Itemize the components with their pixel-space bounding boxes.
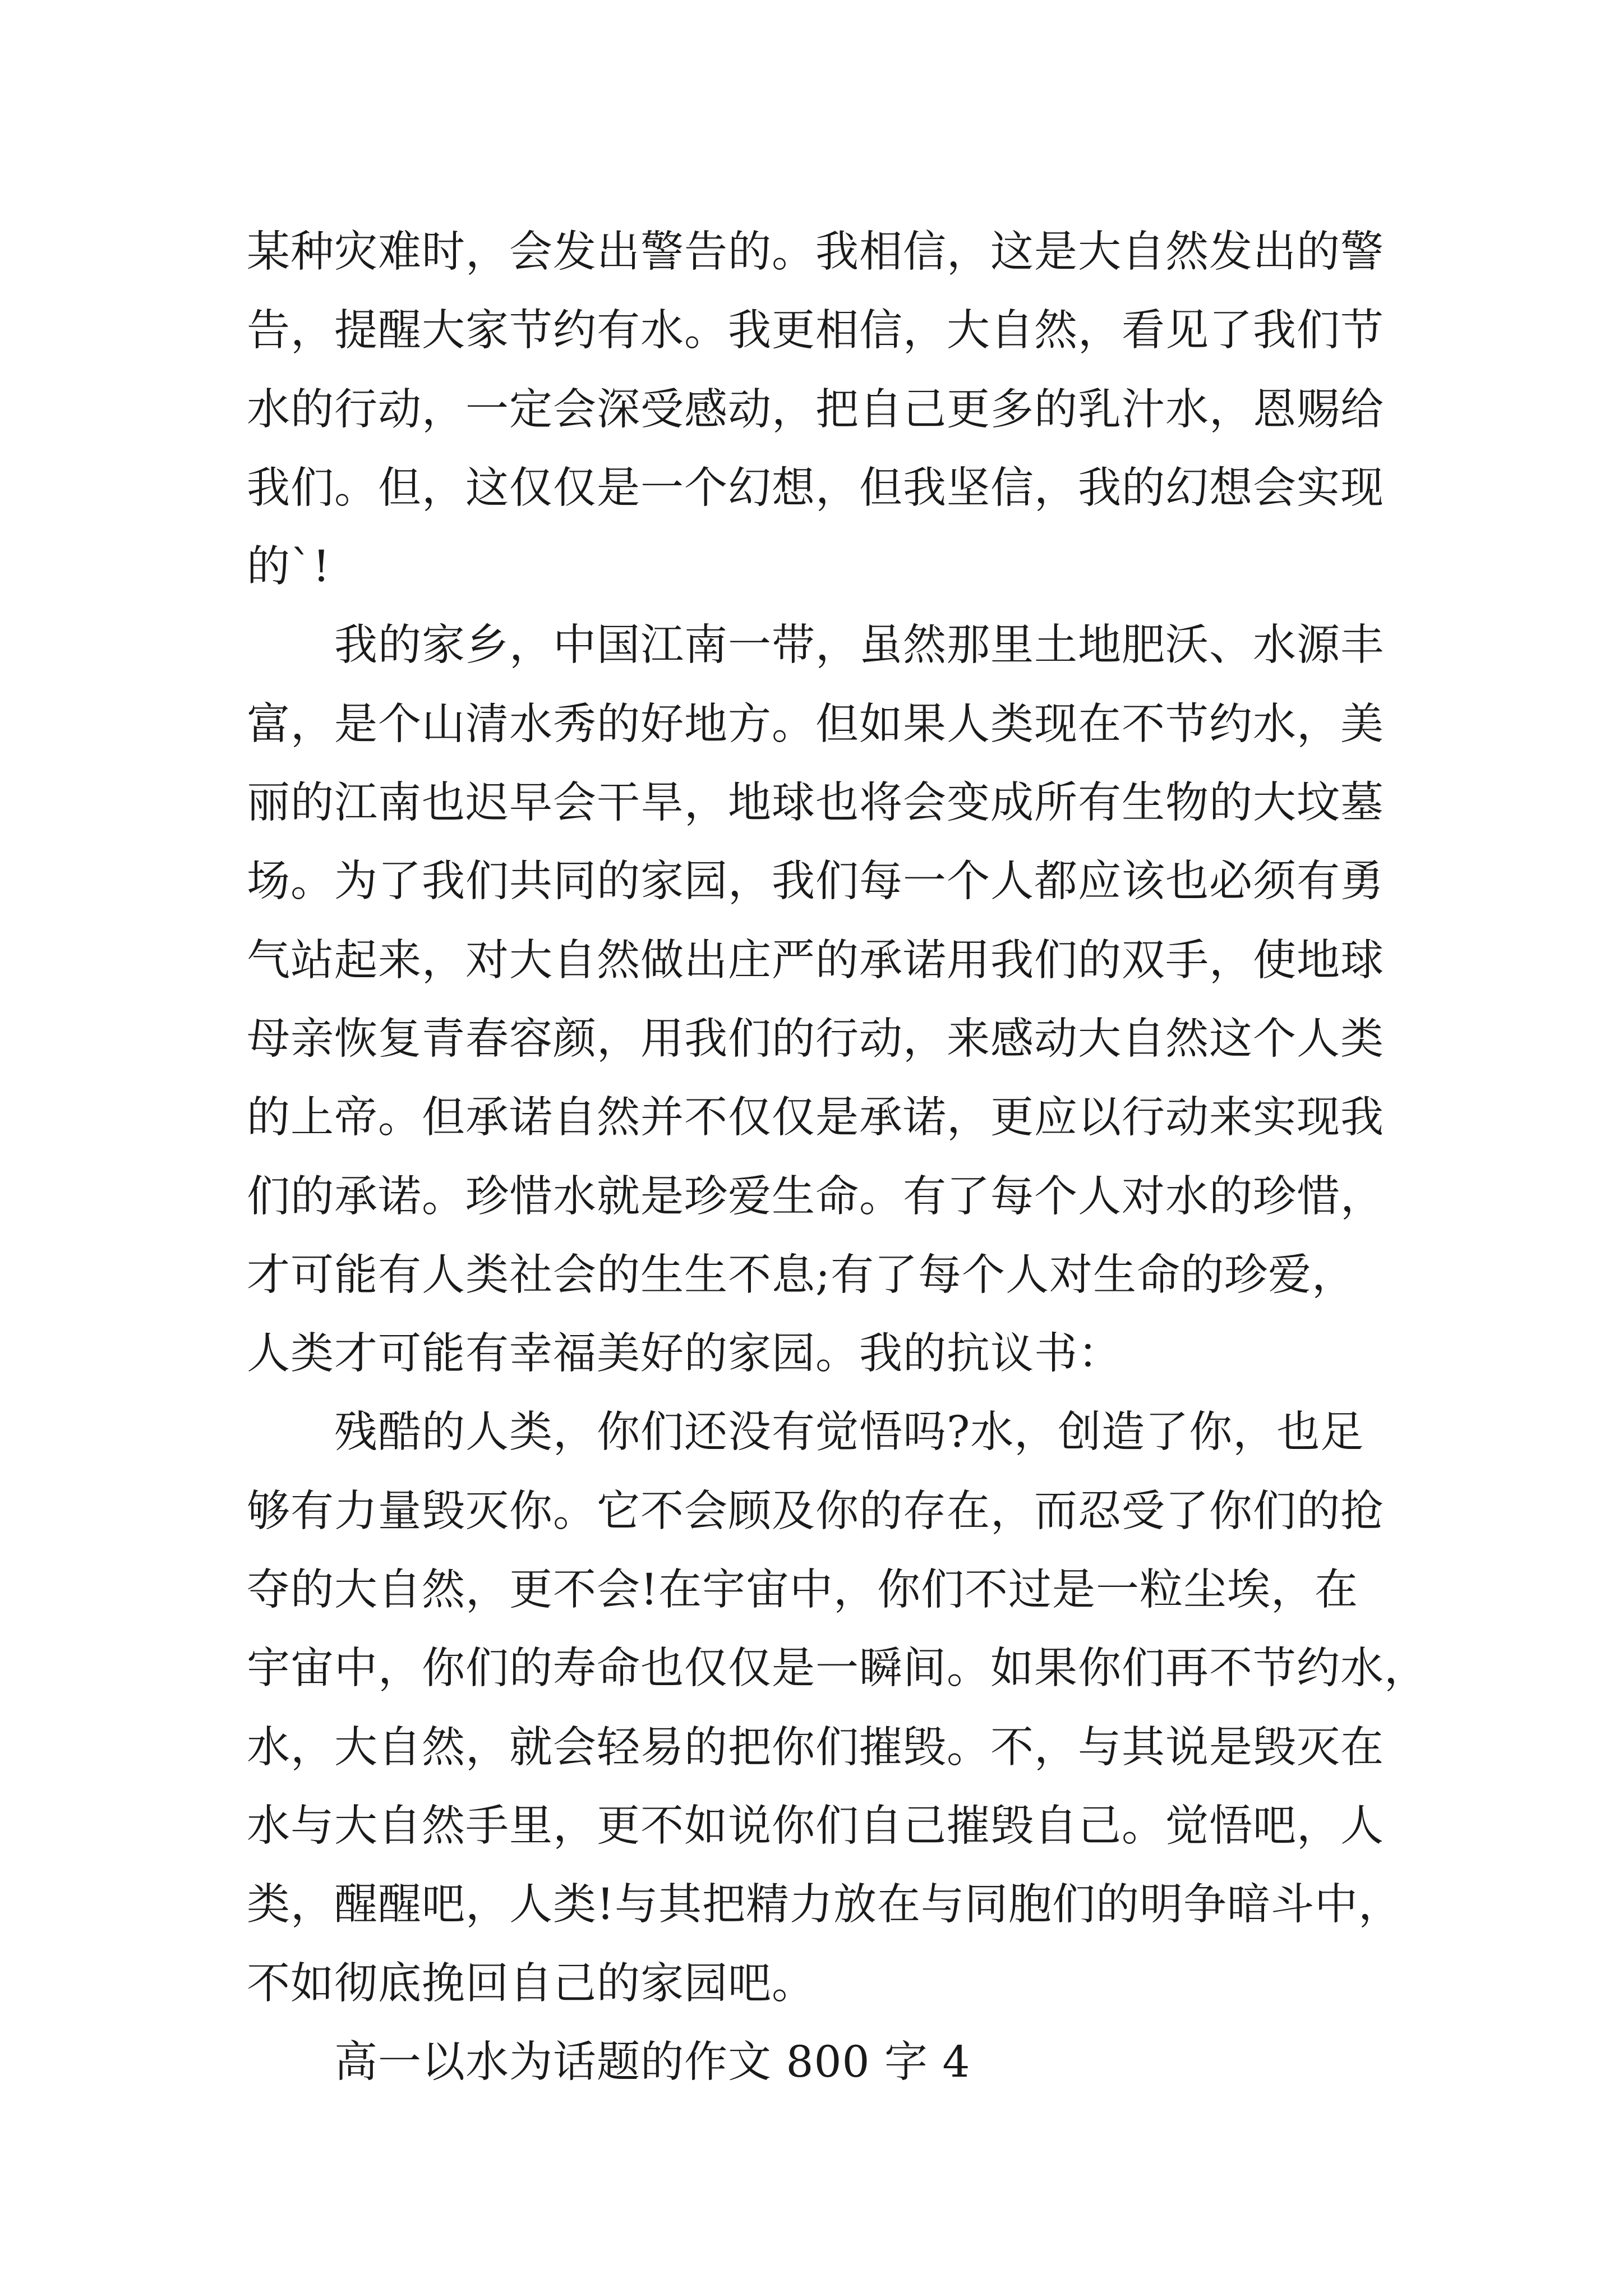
text-line: 水与大自然手里，更不如说你们自己摧毁自己。觉悟吧，人 — [247, 1801, 1384, 1851]
text-line: 水的行动，一定会深受感动，把自己更多的乳汁水，恩赐给 — [247, 384, 1384, 435]
text-line: 才可能有人类社会的生生不息;有了每个人对生命的珍爱， — [247, 1250, 1355, 1300]
text-line: 我的家乡，中国江南一带，虽然那里土地肥沃、水源丰 — [247, 620, 1384, 671]
section-heading: 高一以水为话题的作文 800 字 4 — [247, 2037, 971, 2087]
text-line: 人类才可能有幸福美好的家园。我的抗议书： — [247, 1329, 1122, 1379]
text-line: 们的承诺。珍惜水就是珍爱生命。有了每个人对水的珍惜， — [247, 1171, 1384, 1222]
body-text — [247, 213, 1428, 2102]
text-line: 的`! — [247, 542, 331, 592]
text-line: 丽的江南也迟早会干旱，地球也将会变成所有生物的大坟墓 — [247, 778, 1384, 829]
text-line: 夺的大自然，更不会!在宇宙中，你们不过是一粒尘埃，在 — [247, 1565, 1358, 1616]
text-line: 某种灾难时，会发出警告的。我相信，这是大自然发出的警 — [247, 227, 1384, 277]
text-line: 够有力量毁灭你。它不会顾及你的存在，而忍受了你们的抢 — [247, 1486, 1384, 1536]
text-line: 母亲恢复青春容颜，用我们的行动，来感动大自然这个人类 — [247, 1014, 1384, 1064]
text-line: 我们。但，这仅仅是一个幻想，但我坚信，我的幻想会实现 — [247, 463, 1384, 513]
text-line: 不如彻底挽回自己的家园吧。 — [247, 1958, 815, 2009]
text-line: 告，提醒大家节约有水。我更相信，大自然，看见了我们节 — [247, 306, 1384, 356]
text-line: 场。为了我们共同的家园，我们每一个人都应该也必须有勇 — [247, 857, 1384, 907]
text-line: 残酷的人类，你们还没有觉悟吗?水，创造了你，也足 — [247, 1407, 1364, 1458]
text-line: 类，醒醒吧，人类!与其把精力放在与同胞们的明争暗斗中， — [247, 1880, 1402, 1930]
text-line: 水，大自然，就会轻易的把你们摧毁。不，与其说是毁灭在 — [247, 1722, 1384, 1773]
text-line: 气站起来，对大自然做出庄严的承诺用我们的双手，使地球 — [247, 935, 1384, 986]
text-line: 的上帝。但承诺自然并不仅仅是承诺，更应以行动来实现我 — [247, 1093, 1384, 1143]
text-line: 富，是个山清水秀的好地方。但如果人类现在不节约水，美 — [247, 699, 1384, 749]
text-line: 宇宙中，你们的寿命也仅仅是一瞬间。如果你们再不节约水， — [247, 1644, 1428, 1694]
